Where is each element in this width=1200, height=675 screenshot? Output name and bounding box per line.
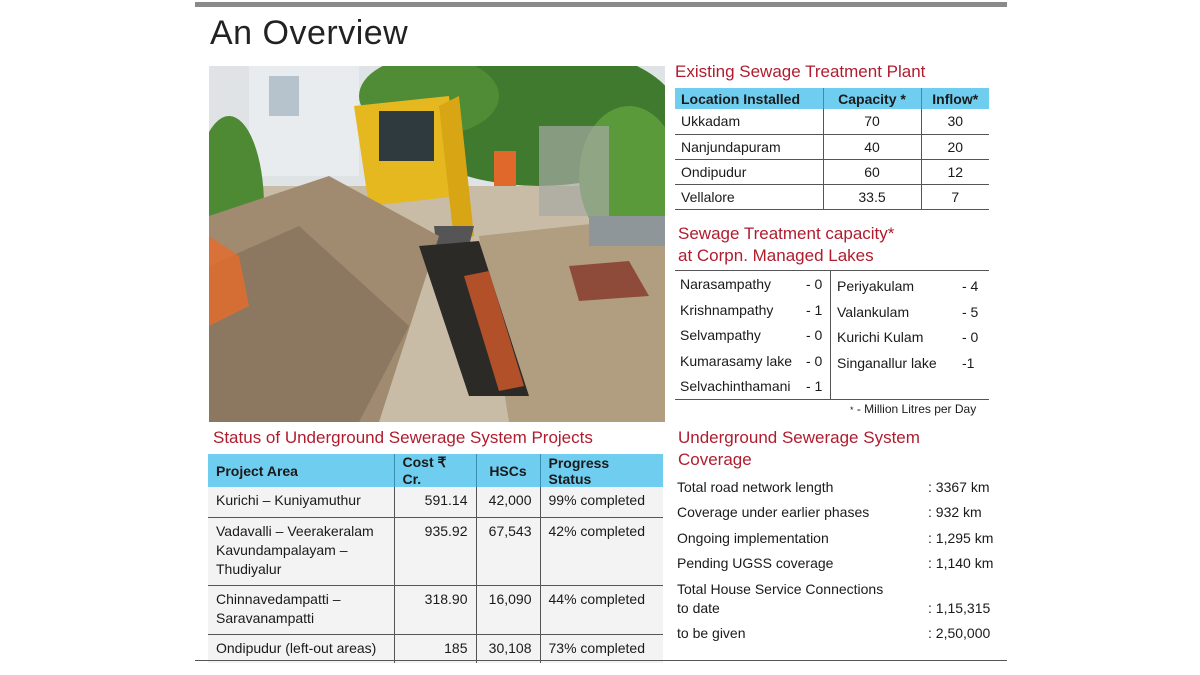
table-header-row — [675, 88, 989, 109]
project-area-cell — [208, 517, 394, 585]
inflow-cell: 20 — [921, 134, 989, 159]
lake-name: Kumarasamy lake — [680, 353, 793, 369]
coverage-label: to date — [677, 600, 720, 616]
project-area-cell — [208, 585, 394, 634]
cost-cell: 318.90 — [394, 585, 476, 634]
page-title: An Overview — [210, 14, 409, 52]
inflow-cell: 7 — [921, 184, 989, 209]
column-header: HSCs — [476, 454, 540, 487]
column-header: Inflow* — [921, 88, 989, 109]
unit-note-text: - Million Litres per Day — [853, 402, 977, 416]
unit-note — [850, 402, 976, 416]
table-row — [208, 517, 663, 585]
hscs-cell: 67,543 — [476, 517, 540, 585]
lakes-title-line1: Sewage Treatment capacity* — [678, 224, 895, 243]
top-rule — [195, 2, 1007, 7]
table-row — [675, 109, 989, 134]
area-line: Kurichi – Kuniyamuthur — [216, 492, 361, 508]
area-line: Thudiyalur — [216, 560, 282, 577]
coverage-value: : 1,140 km — [928, 555, 994, 571]
stp-table — [675, 88, 989, 210]
asterisk: * — [850, 405, 854, 415]
coverage-label: to be given — [677, 625, 746, 641]
lakes-title-line2: at Corpn. Managed Lakes — [678, 246, 874, 265]
stp-title: Existing Sewage Treatment Plant — [675, 62, 926, 81]
lake-value: - 0 — [806, 276, 823, 292]
area-line: Chinnavedampatti – — [216, 590, 341, 607]
inflow-cell: 12 — [921, 159, 989, 184]
area-line: Kavundampalayam – — [216, 541, 348, 558]
lakes-panel — [675, 270, 989, 400]
table-row — [675, 134, 989, 159]
table-row — [208, 585, 663, 634]
column-header: Location Installed — [675, 88, 823, 109]
lake-value: - 0 — [962, 329, 979, 345]
status-cell: 99% completed — [540, 487, 663, 517]
lake-value: - 1 — [806, 378, 823, 394]
capacity-cell: 70 — [823, 109, 921, 134]
hscs-cell: 30,108 — [476, 634, 540, 663]
capacity-cell: 60 — [823, 159, 921, 184]
projects-title: Status of Underground Sewerage System Projects — [213, 428, 593, 447]
lake-value: -1 — [962, 355, 975, 371]
area-line: Vadavalli – Veerakeralam — [216, 522, 374, 539]
location-cell: Ukkadam — [675, 109, 823, 134]
area-line: Ondipudur (left-out areas) — [216, 639, 377, 656]
coverage-value: : 932 km — [928, 504, 982, 520]
lake-value: - 0 — [806, 353, 823, 369]
coverage-label: Ongoing implementation — [677, 530, 829, 546]
table-row — [208, 634, 663, 663]
location-cell: Nanjundapuram — [675, 134, 823, 159]
coverage-label: Total road network length — [677, 479, 834, 495]
table-row — [208, 487, 663, 517]
lake-value: - 5 — [962, 304, 979, 320]
lake-name: Selvachinthamani — [680, 378, 791, 394]
hscs-cell: 16,090 — [476, 585, 540, 634]
lake-name: Narasampathy — [680, 276, 772, 292]
status-cell: 73% completed — [540, 634, 663, 663]
lake-value: - 4 — [962, 278, 979, 294]
coverage-label: Total House Service Connections — [677, 581, 884, 597]
project-area-cell — [208, 487, 394, 517]
cost-cell: 591.14 — [394, 487, 476, 517]
lake-name: Selvampathy — [680, 327, 761, 343]
capacity-cell: 33.5 — [823, 184, 921, 209]
table-row — [675, 184, 989, 209]
inflow-cell: 30 — [921, 109, 989, 134]
coverage-value: : 1,15,315 — [928, 600, 991, 616]
lake-value: - 0 — [806, 327, 823, 343]
coverage-title-line2: Coverage — [678, 450, 752, 469]
coverage-value: : 2,50,000 — [928, 625, 991, 641]
lake-name: Singanallur lake — [837, 355, 937, 371]
table-row — [675, 159, 989, 184]
location-cell: Ondipudur — [675, 159, 823, 184]
column-header: Cost ₹ Cr. — [394, 454, 476, 487]
coverage-label: Coverage under earlier phases — [677, 504, 870, 520]
hscs-cell: 42,000 — [476, 487, 540, 517]
column-header: Progress Status — [540, 454, 663, 487]
column-header: Project Area — [208, 454, 394, 487]
table-header-row — [208, 454, 663, 487]
coverage-label: Pending UGSS coverage — [677, 555, 834, 571]
bottom-rule — [195, 660, 1007, 661]
lake-name: Krishnampathy — [680, 302, 774, 318]
excavation-photo — [209, 66, 665, 422]
coverage-title-line1: Underground Sewerage System — [678, 428, 920, 447]
capacity-cell: 40 — [823, 134, 921, 159]
cost-cell: 185 — [394, 634, 476, 663]
status-cell: 44% completed — [540, 585, 663, 634]
coverage-value: : 3367 km — [928, 479, 990, 495]
project-area-cell — [208, 634, 394, 663]
cost-cell: 935.92 — [394, 517, 476, 585]
location-cell: Vellalore — [675, 184, 823, 209]
column-header: Capacity * — [823, 88, 921, 109]
status-cell: 42% completed — [540, 517, 663, 585]
lake-name: Kurichi Kulam — [837, 329, 924, 345]
coverage-value: : 1,295 km — [928, 530, 994, 546]
column-divider — [830, 271, 831, 400]
projects-table — [208, 454, 663, 663]
lake-name: Periyakulam — [837, 278, 915, 294]
lake-name: Valankulam — [837, 304, 910, 320]
lake-value: - 1 — [806, 302, 823, 318]
area-line: Saravanampatti — [216, 609, 315, 626]
